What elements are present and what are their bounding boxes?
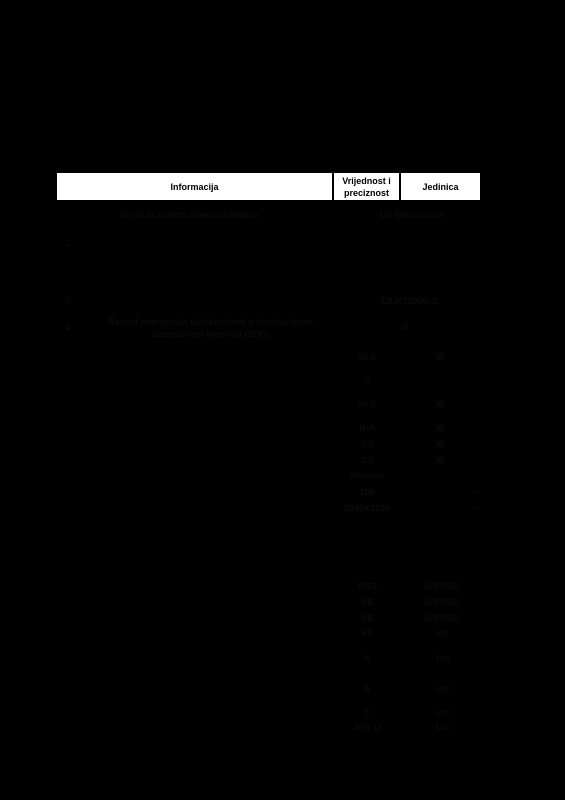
- header-value-line2: preciznost: [343, 187, 389, 198]
- unit-cell: W: [436, 423, 445, 433]
- unit-cell: –: [472, 503, 478, 513]
- value-cell: televizor: [350, 471, 384, 480]
- value-cell: NE: [360, 613, 374, 623]
- unit-cell: Let: [436, 707, 450, 717]
- value-cell: 60: [361, 628, 372, 638]
- header-value-line1: Vrijednost i: [342, 175, 391, 186]
- unit-cell: Let: [436, 722, 450, 732]
- unit-cell: W: [436, 399, 445, 409]
- model-value: 43UP78006LE: [380, 296, 440, 306]
- unit-cell: W: [436, 439, 445, 449]
- unit-cell: W: [436, 352, 445, 362]
- energy-class-value: G: [402, 322, 410, 332]
- value-cell: NE: [360, 597, 374, 607]
- value-cell: 0.5: [360, 439, 374, 449]
- header-info: Informacija: [56, 172, 333, 201]
- value-cell: ANO: [357, 581, 377, 591]
- header-unit: Jedinica: [400, 172, 481, 201]
- unit-cell: ANO/NE: [424, 597, 460, 607]
- header-value: [333, 172, 400, 201]
- value-cell: N/A: [359, 423, 375, 433]
- value-cell: G: [363, 375, 371, 385]
- value-cell: 5: [364, 684, 370, 694]
- supplier-label: Naziv ili zaštitni znak dobavljača: [120, 210, 259, 220]
- unit-cell: Let: [436, 684, 450, 694]
- table-header-row: [56, 172, 481, 201]
- value-cell: 66.0: [358, 352, 376, 362]
- energy-class-label: Razred energetske učinkovitosti u standardnom dinamičkom rasponu (SDR): [107, 317, 314, 339]
- unit-cell: ANO/NE: [424, 613, 460, 623]
- value-cell: 108: [359, 487, 375, 497]
- value-cell: 3(or 1): [353, 722, 381, 732]
- unit-cell: Let: [436, 653, 450, 663]
- unit-cell: ANO/NE: [424, 581, 460, 591]
- unit-cell: W: [436, 455, 445, 465]
- unit-cell: Hz: [437, 628, 448, 638]
- supplier-value: LG Electronics: [380, 210, 444, 220]
- row-number: 1: [66, 238, 72, 248]
- value-cell: 3840X2160: [343, 503, 391, 513]
- value-cell: 66.0: [358, 399, 376, 409]
- value-cell: 5: [364, 707, 370, 717]
- value-cell: 5: [364, 653, 370, 663]
- unit-cell: –: [472, 487, 478, 497]
- row-number: 2: [66, 295, 72, 305]
- row-number: 3: [66, 322, 72, 332]
- value-cell: 2.0: [360, 455, 374, 465]
